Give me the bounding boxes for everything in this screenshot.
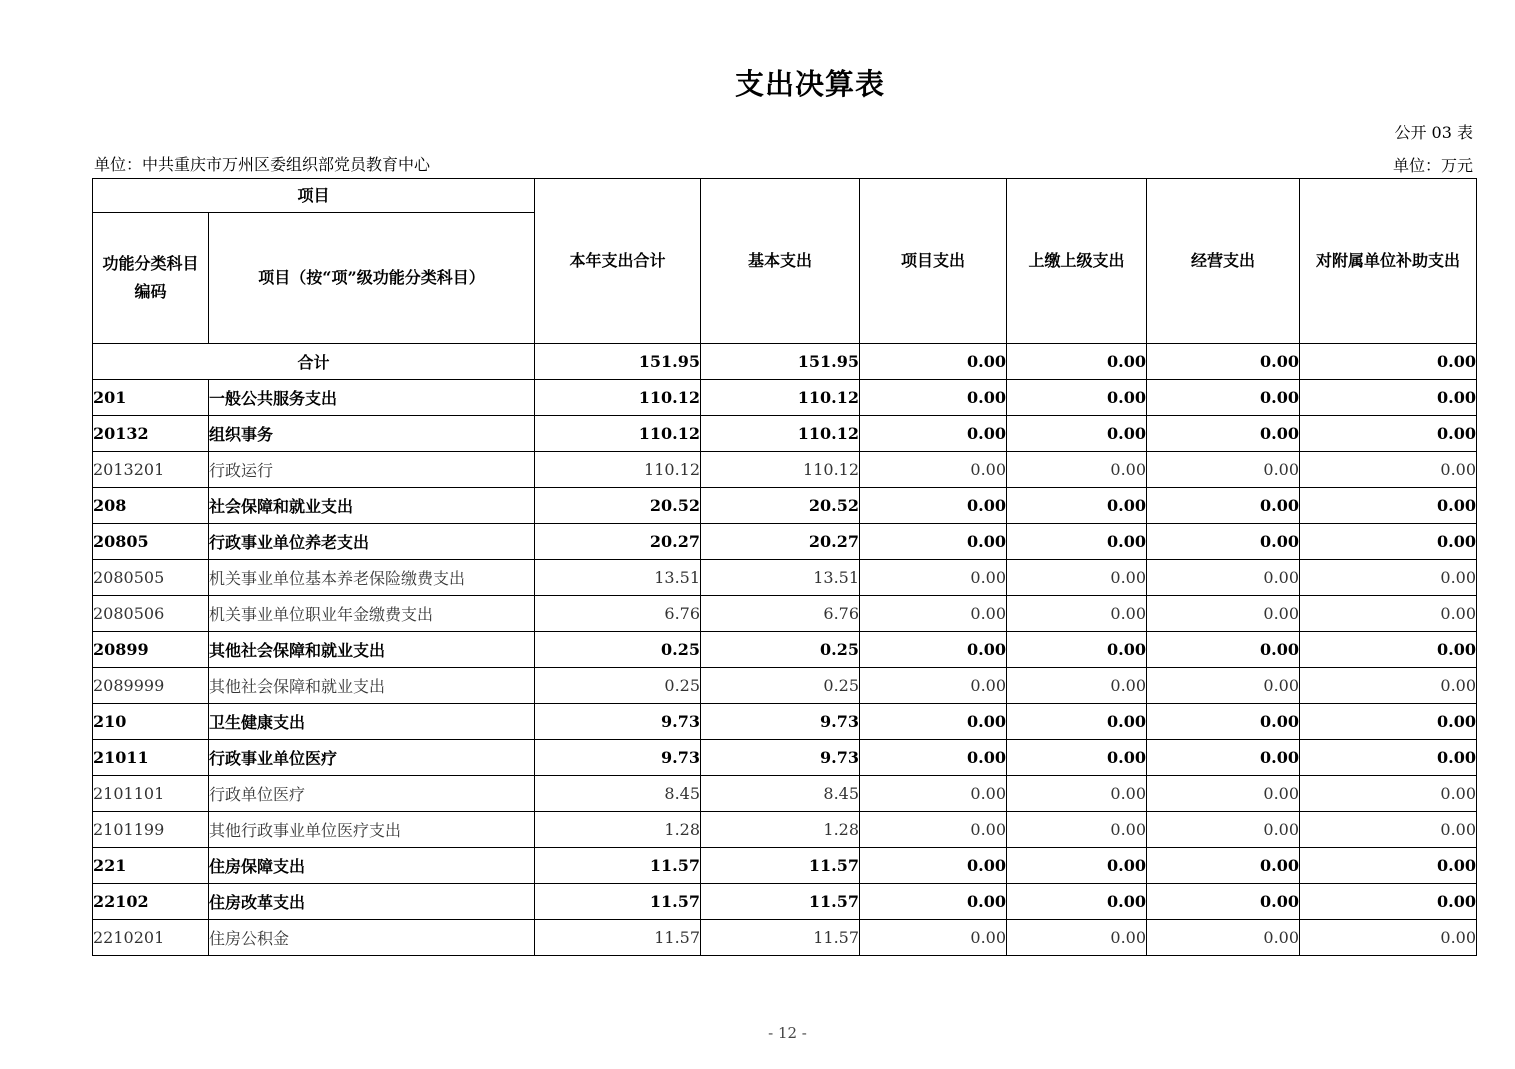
row-code: 210: [93, 704, 209, 740]
row-code: 21011: [93, 740, 209, 776]
row-code: 2101199: [93, 812, 209, 848]
row-value: 1.28: [701, 812, 860, 848]
header-code: 功能分类科目编码: [93, 213, 209, 344]
row-value: 8.45: [701, 776, 860, 812]
row-name: 行政事业单位医疗: [209, 740, 535, 776]
row-value: 0.00: [1007, 416, 1147, 452]
row-value: 110.12: [535, 452, 701, 488]
row-value: 0.00: [1007, 452, 1147, 488]
total-value: 0.00: [860, 344, 1007, 380]
table-row: [93, 920, 1477, 956]
row-value: 0.00: [1147, 596, 1300, 632]
row-value: 13.51: [535, 560, 701, 596]
row-value: 0.00: [860, 632, 1007, 668]
row-value: 0.00: [1007, 848, 1147, 884]
row-value: 0.00: [1147, 668, 1300, 704]
table-body: [93, 344, 1477, 956]
row-value: 11.57: [535, 884, 701, 920]
table-row: [93, 488, 1477, 524]
row-value: 9.73: [701, 740, 860, 776]
row-value: 13.51: [701, 560, 860, 596]
row-value: 0.00: [1300, 776, 1477, 812]
row-name: 行政事业单位养老支出: [209, 524, 535, 560]
row-code: 2210201: [93, 920, 209, 956]
row-value: 11.57: [701, 848, 860, 884]
row-value: 110.12: [535, 416, 701, 452]
row-value: 8.45: [535, 776, 701, 812]
row-name: 社会保障和就业支出: [209, 488, 535, 524]
row-code: 2080506: [93, 596, 209, 632]
row-value: 6.76: [535, 596, 701, 632]
header-project: 项目: [93, 179, 535, 213]
row-value: 0.00: [1300, 740, 1477, 776]
row-name: 其他行政事业单位医疗支出: [209, 812, 535, 848]
table-row: [93, 452, 1477, 488]
row-value: 11.57: [535, 920, 701, 956]
row-value: 0.00: [860, 848, 1007, 884]
row-value: 0.00: [860, 740, 1007, 776]
row-value: 110.12: [701, 416, 860, 452]
row-name: 住房保障支出: [209, 848, 535, 884]
table-row: [93, 416, 1477, 452]
row-code: 2080505: [93, 560, 209, 596]
unit-organization: 单位：中共重庆市万州区委组织部党员教育中心: [94, 155, 431, 174]
row-value: 0.00: [860, 560, 1007, 596]
row-value: 0.00: [1147, 776, 1300, 812]
row-value: 0.00: [1300, 380, 1477, 416]
row-value: 0.00: [1300, 560, 1477, 596]
row-value: 0.00: [1300, 884, 1477, 920]
row-value: 0.00: [1300, 704, 1477, 740]
row-code: 2089999: [93, 668, 209, 704]
header-total: 本年支出合计: [535, 179, 701, 344]
row-value: 0.00: [860, 380, 1007, 416]
row-value: 0.25: [535, 668, 701, 704]
row-value: 0.00: [1147, 452, 1300, 488]
total-value: 151.95: [535, 344, 701, 380]
table-row: [93, 524, 1477, 560]
row-value: 0.00: [860, 776, 1007, 812]
row-value: 0.00: [1300, 452, 1477, 488]
row-value: 0.00: [1007, 596, 1147, 632]
row-code: 208: [93, 488, 209, 524]
row-name: 住房改革支出: [209, 884, 535, 920]
row-value: 1.28: [535, 812, 701, 848]
table-row: [93, 380, 1477, 416]
header-basic: 基本支出: [701, 179, 860, 344]
total-value: 0.00: [1300, 344, 1477, 380]
row-name: 组织事务: [209, 416, 535, 452]
row-value: 0.25: [701, 632, 860, 668]
row-value: 0.00: [1007, 380, 1147, 416]
form-number: 公开 03 表: [1394, 123, 1473, 142]
row-value: 20.27: [701, 524, 860, 560]
row-value: 110.12: [701, 452, 860, 488]
row-value: 0.00: [860, 488, 1007, 524]
row-name: 卫生健康支出: [209, 704, 535, 740]
row-value: 0.00: [860, 704, 1007, 740]
row-value: 0.00: [1147, 488, 1300, 524]
header-upper-level: 上缴上级支出: [1007, 179, 1147, 344]
row-name: 机关事业单位基本养老保险缴费支出: [209, 560, 535, 596]
row-name: 行政单位医疗: [209, 776, 535, 812]
row-value: 0.00: [1007, 668, 1147, 704]
total-label: 合计: [93, 344, 535, 380]
row-code: 201: [93, 380, 209, 416]
row-value: 0.00: [860, 452, 1007, 488]
row-value: 0.00: [1007, 704, 1147, 740]
row-value: 0.00: [860, 884, 1007, 920]
row-value: 0.00: [1300, 416, 1477, 452]
row-value: 0.00: [860, 416, 1007, 452]
table-row: [93, 596, 1477, 632]
row-value: 0.00: [1007, 488, 1147, 524]
total-row: [93, 344, 1477, 380]
row-code: 20805: [93, 524, 209, 560]
row-value: 0.00: [1147, 560, 1300, 596]
row-value: 0.00: [860, 812, 1007, 848]
row-value: 0.00: [1300, 668, 1477, 704]
row-value: 9.73: [535, 740, 701, 776]
row-value: 110.12: [701, 380, 860, 416]
row-value: 0.00: [1147, 380, 1300, 416]
row-value: 0.00: [860, 596, 1007, 632]
row-value: 0.00: [1147, 416, 1300, 452]
row-value: 0.00: [860, 524, 1007, 560]
row-name: 其他社会保障和就业支出: [209, 668, 535, 704]
row-code: 221: [93, 848, 209, 884]
row-name: 一般公共服务支出: [209, 380, 535, 416]
header-subsidy: 对附属单位补助支出: [1300, 179, 1477, 344]
row-value: 0.00: [1300, 524, 1477, 560]
total-value: 0.00: [1147, 344, 1300, 380]
row-value: 9.73: [535, 704, 701, 740]
row-value: 0.00: [1007, 920, 1147, 956]
row-value: 11.57: [701, 920, 860, 956]
row-value: 0.00: [1300, 632, 1477, 668]
row-value: 0.00: [860, 920, 1007, 956]
row-value: 110.12: [535, 380, 701, 416]
row-code: 20899: [93, 632, 209, 668]
row-value: 0.00: [1300, 812, 1477, 848]
table-row: [93, 812, 1477, 848]
table-row: [93, 632, 1477, 668]
row-value: 0.00: [1007, 812, 1147, 848]
row-code: 2013201: [93, 452, 209, 488]
row-value: 0.25: [701, 668, 860, 704]
page-title: 支出决算表: [734, 67, 885, 101]
row-value: 20.27: [535, 524, 701, 560]
row-value: 0.00: [1007, 632, 1147, 668]
row-value: 0.00: [1147, 848, 1300, 884]
table-row: [93, 668, 1477, 704]
header-name: 项目（按“项”级功能分类科目）: [209, 213, 535, 344]
total-value: 151.95: [701, 344, 860, 380]
row-value: 0.00: [860, 668, 1007, 704]
row-value: 0.00: [1300, 596, 1477, 632]
row-value: 0.00: [1147, 812, 1300, 848]
row-value: 11.57: [535, 848, 701, 884]
row-value: 0.25: [535, 632, 701, 668]
row-name: 机关事业单位职业年金缴费支出: [209, 596, 535, 632]
row-code: 2101101: [93, 776, 209, 812]
row-value: 0.00: [1300, 488, 1477, 524]
row-value: 0.00: [1007, 560, 1147, 596]
row-value: 0.00: [1147, 920, 1300, 956]
row-name: 住房公积金: [209, 920, 535, 956]
row-value: 0.00: [1147, 704, 1300, 740]
table-row: [93, 740, 1477, 776]
row-name: 其他社会保障和就业支出: [209, 632, 535, 668]
row-value: 20.52: [535, 488, 701, 524]
total-value: 0.00: [1007, 344, 1147, 380]
row-value: 0.00: [1007, 740, 1147, 776]
row-value: 0.00: [1147, 740, 1300, 776]
table-row: [93, 884, 1477, 920]
row-code: 20132: [93, 416, 209, 452]
table-row: [93, 848, 1477, 884]
row-value: 11.57: [701, 884, 860, 920]
row-value: 0.00: [1007, 524, 1147, 560]
table-row: [93, 560, 1477, 596]
expenditure-table: [92, 178, 1477, 956]
row-value: 6.76: [701, 596, 860, 632]
row-value: 0.00: [1147, 884, 1300, 920]
row-value: 0.00: [1147, 524, 1300, 560]
row-value: 9.73: [701, 704, 860, 740]
row-value: 0.00: [1007, 776, 1147, 812]
row-code: 22102: [93, 884, 209, 920]
header-business: 经营支出: [1147, 179, 1300, 344]
row-value: 0.00: [1300, 920, 1477, 956]
row-value: 0.00: [1007, 884, 1147, 920]
row-value: 0.00: [1147, 632, 1300, 668]
table-row: [93, 776, 1477, 812]
unit-currency: 单位：万元: [1392, 156, 1473, 175]
row-value: 20.52: [701, 488, 860, 524]
header-project-expense: 项目支出: [860, 179, 1007, 344]
row-value: 0.00: [1300, 848, 1477, 884]
table-row: [93, 704, 1477, 740]
row-name: 行政运行: [209, 452, 535, 488]
page-number: - 12 -: [768, 1024, 807, 1042]
